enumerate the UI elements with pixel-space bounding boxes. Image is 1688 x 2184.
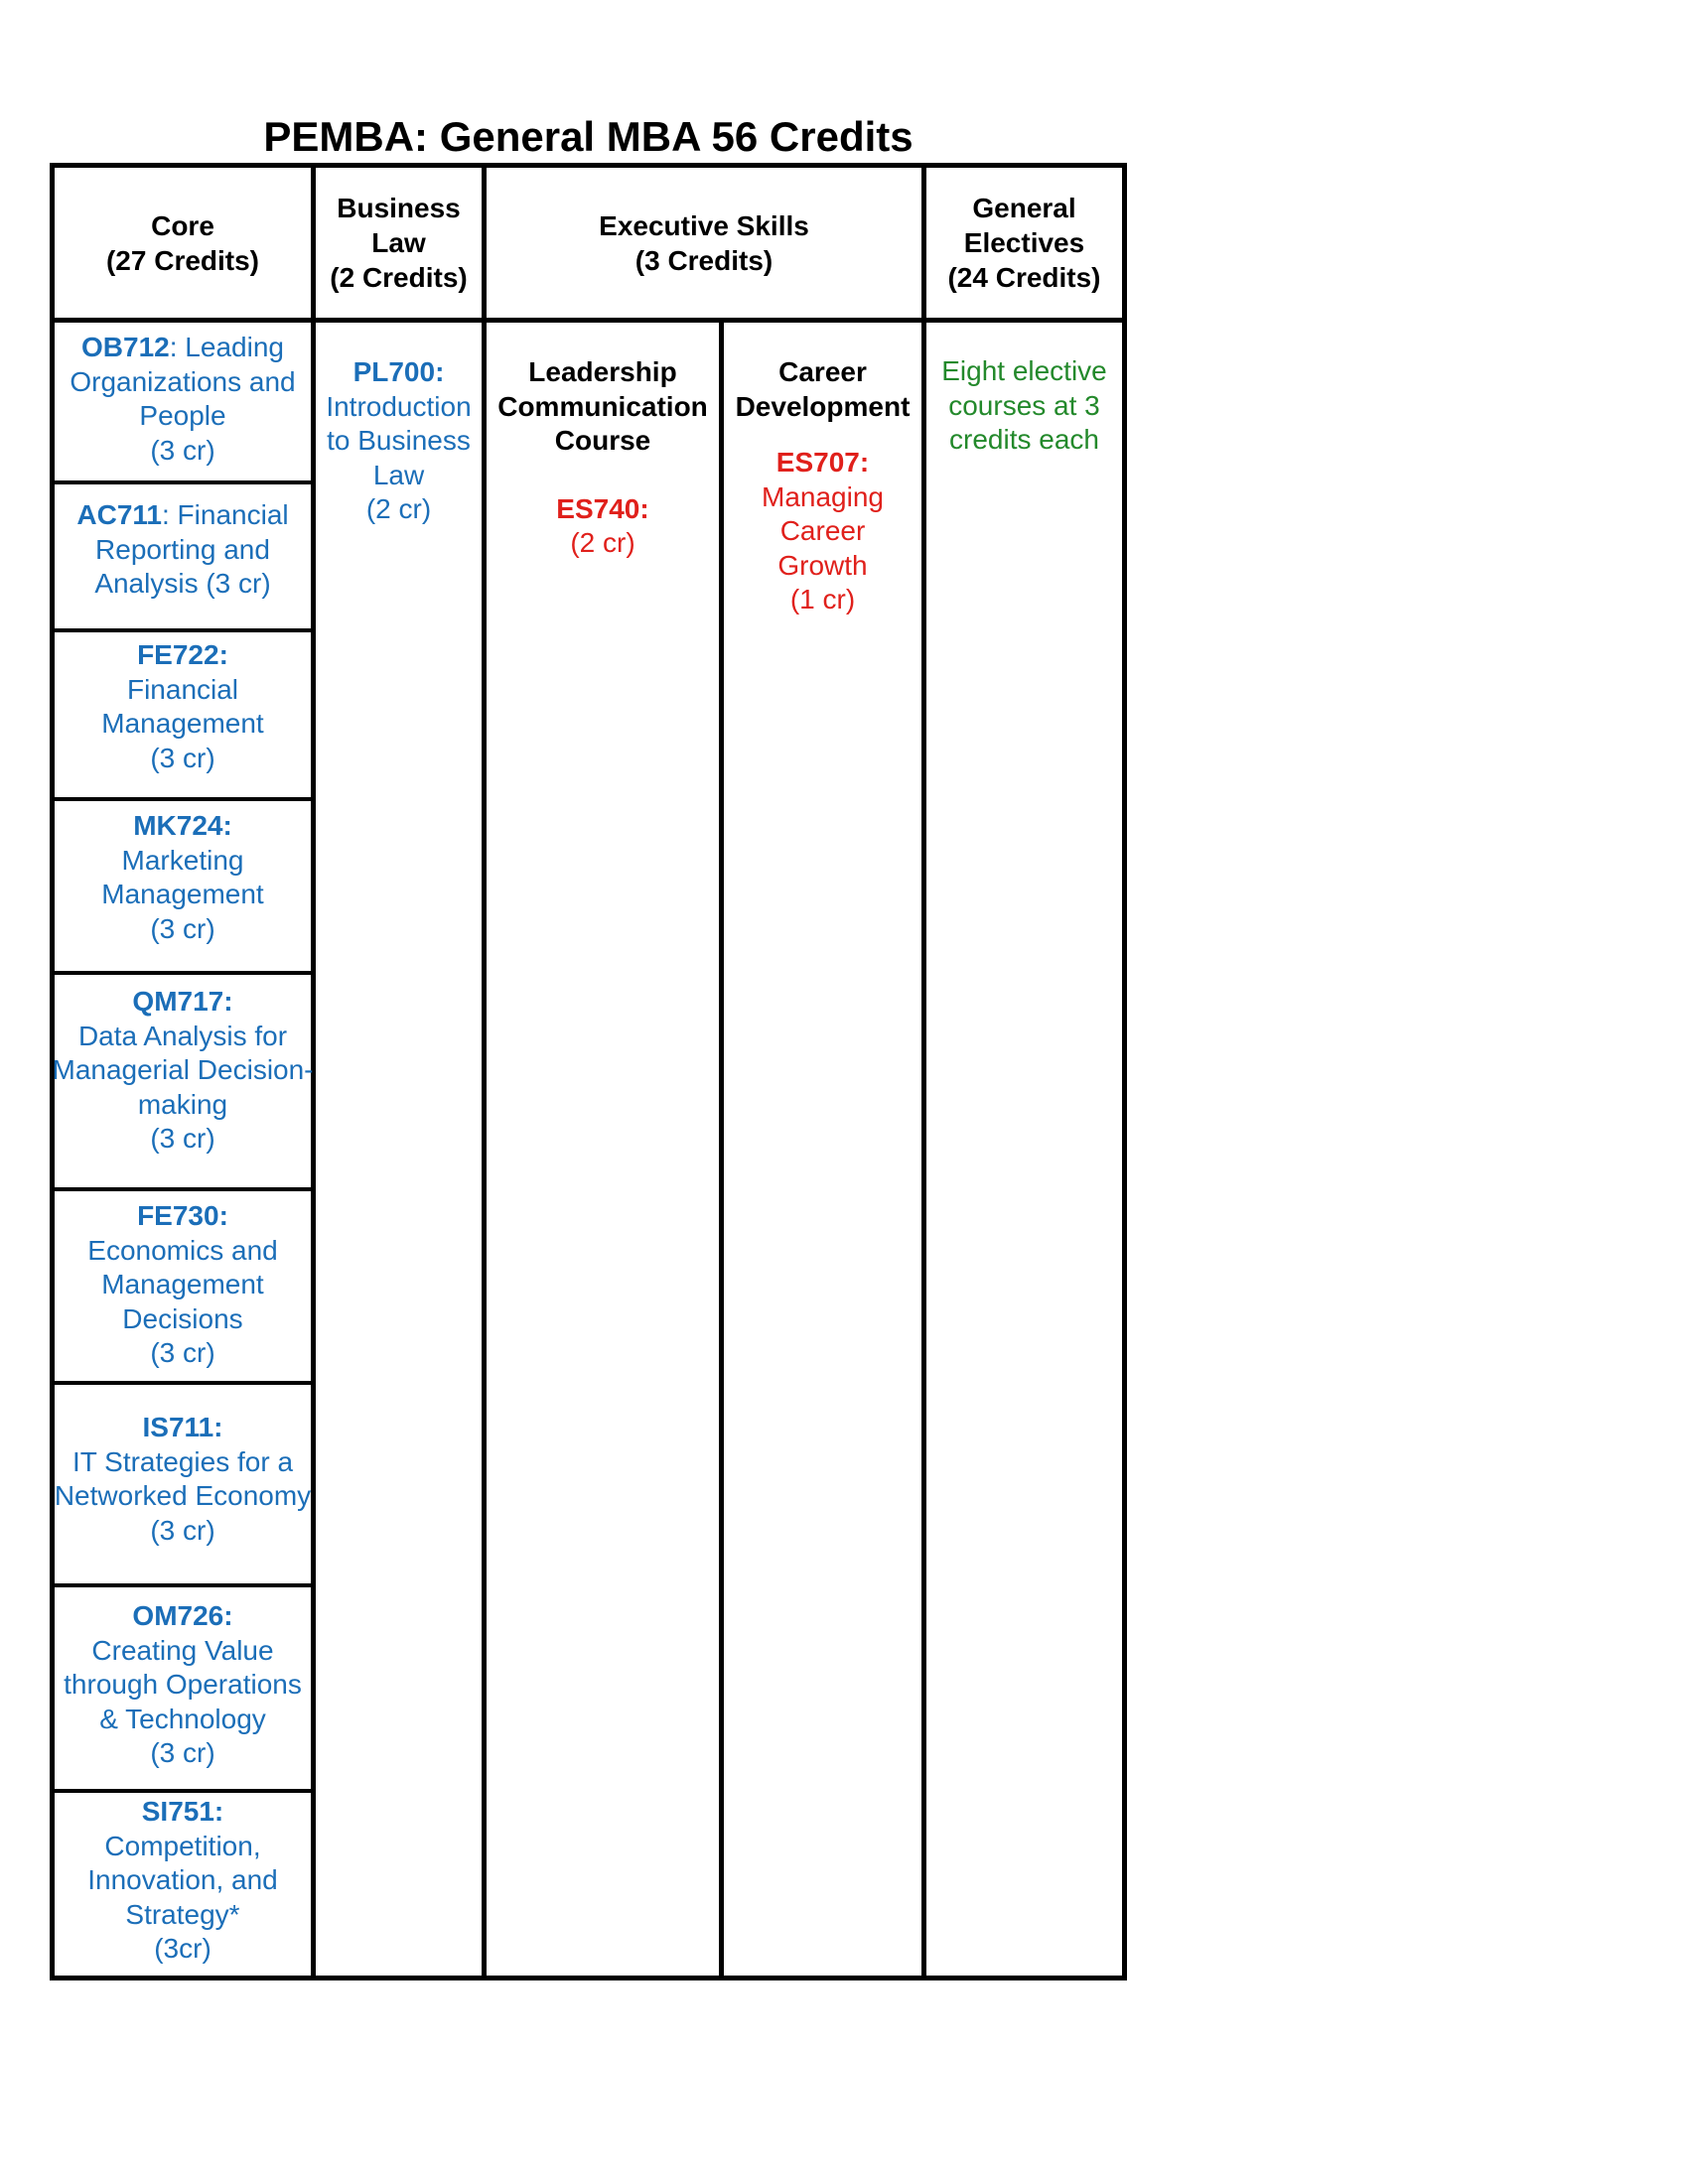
course-title: : Financial (162, 499, 289, 530)
course-title: Marketing (121, 844, 244, 876)
course-credits: (3 cr) (150, 1337, 215, 1368)
course-code: FE730: (137, 1200, 228, 1231)
course-title: making (137, 1088, 228, 1120)
exec-heading: Leadership (528, 356, 677, 387)
course-title: Data Analysis for (77, 1020, 288, 1051)
course-credits: (3 cr) (150, 434, 215, 466)
course-code: AC711 (76, 499, 162, 530)
exec-heading: Course (554, 425, 651, 456)
exec-heading: Communication (497, 390, 708, 422)
course-code: IS711: (142, 1412, 223, 1442)
course-pl700 (316, 323, 482, 720)
header-electives-label: Electives (963, 227, 1085, 258)
course-code: QM717: (132, 986, 233, 1017)
course-title: Innovation, and (87, 1864, 278, 1895)
header-law-label: Business (337, 193, 461, 223)
header-electives-credits: (24 Credits) (947, 262, 1101, 293)
course-ac711 (55, 484, 311, 628)
course-title: Strategy* (125, 1898, 240, 1930)
course-is711 (55, 1385, 311, 1583)
header-law-credits: (2 Credits) (330, 262, 468, 293)
course-fe722 (55, 632, 311, 797)
header-business-law (316, 168, 482, 318)
course-title: Networked Economy (54, 1480, 312, 1511)
course-title: Law (372, 459, 425, 490)
table-border-right (1122, 163, 1127, 1980)
course-title: IT Strategies for a (71, 1445, 294, 1477)
course-credits: (2 cr) (365, 493, 432, 524)
course-title: Management (101, 708, 264, 739)
course-title: Career (779, 515, 866, 546)
course-title: Management (101, 1269, 264, 1299)
course-title: Introduction (326, 390, 472, 422)
course-title: Managing (762, 480, 884, 512)
course-title: Growth (777, 549, 868, 581)
exec-heading: Career (778, 356, 867, 387)
course-code: PL700: (352, 356, 445, 387)
header-core-credits: (27 Credits) (105, 244, 260, 276)
header-exec-label: Executive Skills (599, 209, 809, 241)
course-title: : Leading (169, 332, 284, 362)
header-core (55, 168, 311, 318)
course-credits: (3 cr) (150, 1123, 215, 1154)
course-title: Reporting and (95, 533, 270, 565)
course-credits: (2 cr) (570, 527, 635, 558)
header-law-label: Law (371, 227, 426, 258)
course-title: Financial (126, 673, 239, 705)
exec-career-cell (724, 323, 921, 720)
course-code: ES707: (775, 447, 870, 478)
course-title: Management (101, 879, 264, 909)
exec-heading: Development (735, 390, 911, 422)
header-core-label: Core (151, 209, 214, 241)
course-title: to Business (327, 425, 471, 456)
electives-text: Eight elective (941, 355, 1107, 386)
course-code: FE722: (137, 639, 228, 670)
course-title: People (139, 400, 226, 431)
exec-leadership-cell (487, 323, 719, 720)
course-ob712 (55, 323, 311, 480)
course-credits: (1 cr) (789, 584, 856, 614)
electives-cell (926, 323, 1122, 620)
course-mk724 (55, 801, 311, 971)
table-border-bottom (50, 1976, 1127, 1980)
course-title: Managerial Decision- (52, 1054, 314, 1085)
course-title: Organizations and (70, 365, 296, 397)
header-general-electives (926, 168, 1122, 318)
course-code: ES740: (556, 492, 649, 524)
course-credits: Analysis (3 cr) (94, 568, 271, 599)
course-credits: (3cr) (154, 1933, 211, 1964)
electives-text: credits each (949, 424, 1099, 455)
page-title: PEMBA: General MBA 56 Credits (263, 113, 914, 160)
course-qm717 (52, 975, 314, 1187)
course-om726 (55, 1587, 311, 1789)
course-si751 (55, 1793, 311, 1976)
course-credits: (3 cr) (150, 912, 215, 944)
electives-text: courses at 3 (948, 389, 1100, 421)
course-credits: (3 cr) (150, 1514, 215, 1546)
course-title: Economics and (87, 1234, 278, 1266)
course-fe730 (55, 1191, 311, 1381)
course-credits: (3 cr) (150, 742, 215, 773)
header-exec-credits: (3 Credits) (634, 244, 774, 276)
header-executive-skills (487, 168, 921, 318)
header-electives-label: General (972, 193, 1076, 223)
course-title: Competition, (104, 1830, 261, 1861)
course-code: SI751: (141, 1796, 224, 1827)
course-title: & Technology (99, 1703, 266, 1734)
course-code: OM726: (132, 1600, 233, 1631)
course-title: Creating Value (91, 1634, 274, 1666)
course-title: Decisions (122, 1302, 243, 1334)
course-title: through Operations (64, 1669, 302, 1700)
course-credits: (3 cr) (150, 1737, 215, 1768)
course-code: OB712 (81, 332, 170, 362)
course-code: MK724: (133, 810, 232, 841)
